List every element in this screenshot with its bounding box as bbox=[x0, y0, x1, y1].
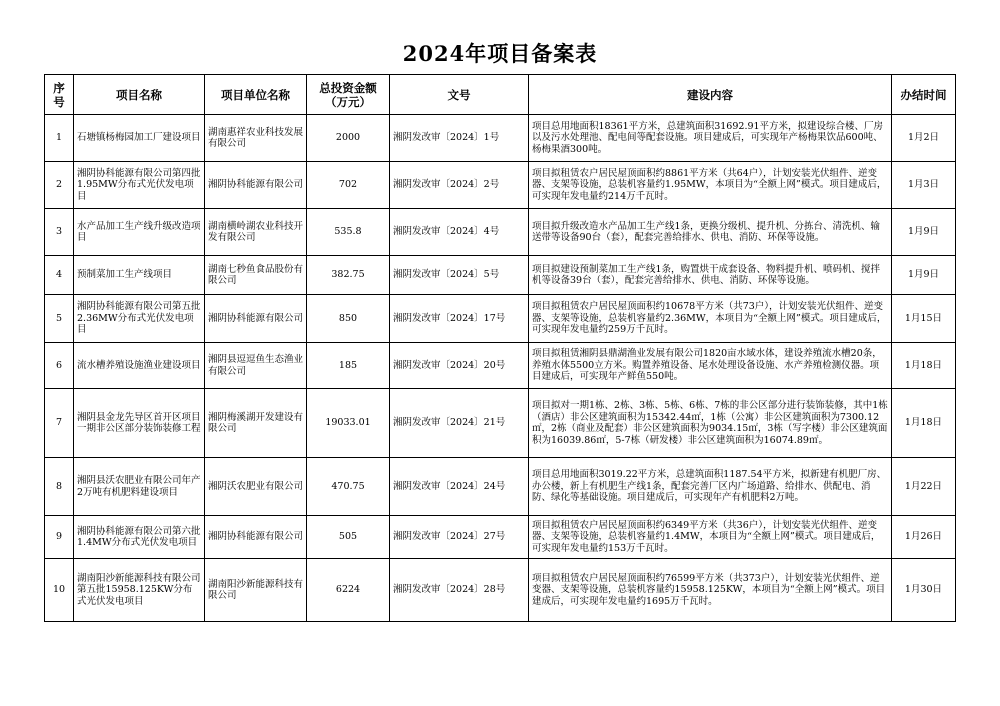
cell-investment: 535.8 bbox=[307, 209, 390, 256]
cell-project-unit: 湘阴协科能源有限公司 bbox=[205, 295, 307, 343]
cell-project-unit: 湘阴县逗逗鱼生态渔业有限公司 bbox=[205, 343, 307, 389]
table-row bbox=[45, 162, 956, 209]
cell-doc-number: 湘阴发改审〔2024〕28号 bbox=[390, 559, 529, 622]
cell-project-unit: 湘阴沃农肥业有限公司 bbox=[205, 458, 307, 516]
table-row bbox=[45, 295, 956, 343]
cell-investment: 505 bbox=[307, 516, 390, 559]
cell-investment: 185 bbox=[307, 343, 390, 389]
cell-content: 项目拟租赁农户居民屋顶面积约8861平方米（共64户），计划安装光伏组件、逆变器、支架等设施，总装机容量约1.95MW，本项目为“全额上网”模式。项目建成后，可实现年发电量约214万千瓦时。 bbox=[529, 162, 892, 209]
cell-investment: 382.75 bbox=[307, 256, 390, 295]
cell-project-unit: 湘阴协科能源有限公司 bbox=[205, 516, 307, 559]
cell-date: 1月9日 bbox=[892, 209, 956, 256]
cell-index: 2 bbox=[45, 162, 74, 209]
header-index: 序号 bbox=[45, 75, 74, 115]
table-row bbox=[45, 343, 956, 389]
cell-content: 项目拟对一期1栋、2栋、3栋、5栋、6栋、7栋的非公区部分进行装饰装修，其中1栋（酒店）非公区建筑面积为15342.44㎡，1栋（公寓）非公区建筑面积为7300.12㎡，2栋（商业及配套）非公区建筑面积为9034.15㎡，3栋（写字楼）非公区建筑面积为16039.86㎡，5-7栋（研发楼）非公区建筑面积为16074.89㎡。 bbox=[529, 389, 892, 458]
cell-project-name: 湘阴协科能源有限公司第六批1.4MW分布式光伏发电项目 bbox=[74, 516, 205, 559]
header-investment: 总投资金额（万元） bbox=[307, 75, 390, 115]
cell-project-name: 石塘镇杨梅园加工厂建设项目 bbox=[74, 115, 205, 162]
cell-investment: 850 bbox=[307, 295, 390, 343]
project-filing-table bbox=[44, 74, 956, 622]
table-row bbox=[45, 115, 956, 162]
cell-project-name: 湘阴县金龙先导区首开区项目一期非公区部分装饰装修工程 bbox=[74, 389, 205, 458]
header-project-unit: 项目单位名称 bbox=[205, 75, 307, 115]
cell-content: 项目总用地面积3019.22平方米，总建筑面积1187.54平方米，拟新建有机肥厂房、办公楼，新上有机肥生产线1条，配套完善厂区内广场道路、给排水、供配电、消防、绿化等基础设施。项目建成后，可实现年产有机肥料2万吨。 bbox=[529, 458, 892, 516]
table-row bbox=[45, 256, 956, 295]
cell-investment: 19033.01 bbox=[307, 389, 390, 458]
cell-date: 1月18日 bbox=[892, 389, 956, 458]
cell-project-unit: 湘阴协科能源有限公司 bbox=[205, 162, 307, 209]
cell-content: 项目拟建设预制菜加工生产线1条，购置烘干成套设备、物料提升机、喷码机、搅拌机等设备39台（套），配套完善给排水、供电、消防、环保等设施。 bbox=[529, 256, 892, 295]
cell-project-unit: 湖南阳沙新能源科技有限公司 bbox=[205, 559, 307, 622]
cell-index: 3 bbox=[45, 209, 74, 256]
cell-doc-number: 湘阴发改审〔2024〕4号 bbox=[390, 209, 529, 256]
table-row bbox=[45, 458, 956, 516]
cell-doc-number: 湘阴发改审〔2024〕17号 bbox=[390, 295, 529, 343]
header-content: 建设内容 bbox=[529, 75, 892, 115]
header-date: 办结时间 bbox=[892, 75, 956, 115]
table-row bbox=[45, 209, 956, 256]
cell-project-name: 湘阴协科能源有限公司第四批1.95MW分布式光伏发电项目 bbox=[74, 162, 205, 209]
cell-investment: 470.75 bbox=[307, 458, 390, 516]
cell-date: 1月15日 bbox=[892, 295, 956, 343]
table-row bbox=[45, 559, 956, 622]
cell-investment: 2000 bbox=[307, 115, 390, 162]
cell-index: 7 bbox=[45, 389, 74, 458]
cell-content: 项目总用地面积18361平方米，总建筑面积31692.91平方米，拟建设综合楼、厂房以及污水处理池、配电间等配套设施。项目建成后，可实现年产杨梅果饮品600吨、杨梅果酒300吨。 bbox=[529, 115, 892, 162]
table-row bbox=[45, 389, 956, 458]
header-project-name: 项目名称 bbox=[74, 75, 205, 115]
cell-doc-number: 湘阴发改审〔2024〕2号 bbox=[390, 162, 529, 209]
cell-project-unit: 湖南七秒鱼食品股份有限公司 bbox=[205, 256, 307, 295]
cell-project-name: 湘阴协科能源有限公司第五批2.36MW分布式光伏发电项目 bbox=[74, 295, 205, 343]
table-header-row bbox=[45, 75, 956, 115]
cell-investment: 702 bbox=[307, 162, 390, 209]
header-doc-number: 文号 bbox=[390, 75, 529, 115]
cell-doc-number: 湘阴发改审〔2024〕5号 bbox=[390, 256, 529, 295]
cell-content: 项目拟租赁农户居民屋顶面积约6349平方米（共36户），计划安装光伏组件、逆变器、支架等设施，总装机容量约1.4MW，本项目为“全额上网”模式。项目建成后，可实现年发电量约153万千瓦时。 bbox=[529, 516, 892, 559]
cell-project-unit: 湘阴梅溪湖开发建设有限公司 bbox=[205, 389, 307, 458]
cell-doc-number: 湘阴发改审〔2024〕24号 bbox=[390, 458, 529, 516]
cell-index: 8 bbox=[45, 458, 74, 516]
cell-project-name: 湘阴县沃农肥业有限公司年产2万吨有机肥料建设项目 bbox=[74, 458, 205, 516]
cell-doc-number: 湘阴发改审〔2024〕20号 bbox=[390, 343, 529, 389]
cell-project-name: 水产品加工生产线升级改造项目 bbox=[74, 209, 205, 256]
cell-project-name: 湖南阳沙新能源科技有限公司第五批15958.125KW分布式光伏发电项目 bbox=[74, 559, 205, 622]
cell-date: 1月3日 bbox=[892, 162, 956, 209]
cell-index: 10 bbox=[45, 559, 74, 622]
cell-index: 6 bbox=[45, 343, 74, 389]
cell-date: 1月2日 bbox=[892, 115, 956, 162]
cell-investment: 6224 bbox=[307, 559, 390, 622]
cell-index: 9 bbox=[45, 516, 74, 559]
cell-date: 1月30日 bbox=[892, 559, 956, 622]
cell-date: 1月26日 bbox=[892, 516, 956, 559]
table-row bbox=[45, 516, 956, 559]
cell-doc-number: 湘阴发改审〔2024〕27号 bbox=[390, 516, 529, 559]
cell-project-name: 预制菜加工生产线项目 bbox=[74, 256, 205, 295]
page-title: 2024年项目备案表 bbox=[402, 41, 598, 66]
cell-date: 1月9日 bbox=[892, 256, 956, 295]
cell-project-unit: 湖南横岭湖农业科技开发有限公司 bbox=[205, 209, 307, 256]
cell-content: 项目拟租赁农户居民屋顶面积约76599平方米（共373户），计划安装光伏组件、逆变器、支架等设施，总装机容量约15958.125KW，本项目为“全额上网”模式。项目建成后，可实现年发电量约1695万千瓦时。 bbox=[529, 559, 892, 622]
cell-date: 1月18日 bbox=[892, 343, 956, 389]
cell-project-unit: 湖南惠祥农业科技发展有限公司 bbox=[205, 115, 307, 162]
cell-date: 1月22日 bbox=[892, 458, 956, 516]
cell-index: 4 bbox=[45, 256, 74, 295]
cell-index: 1 bbox=[45, 115, 74, 162]
cell-content: 项目拟租赁农户居民屋顶面积约10678平方米（共73户），计划安装光伏组件、逆变器、支架等设施，总装机容量约2.36MW，本项目为“全额上网”模式。项目建成后，可实现年发电量约259万千瓦时。 bbox=[529, 295, 892, 343]
cell-project-name: 流水槽养殖设施渔业建设项目 bbox=[74, 343, 205, 389]
cell-content: 项目拟升级改造水产品加工生产线1条，更换分级机、提升机、分拣台、清洗机、输送带等设备90台（套），配套完善给排水、供电、消防、环保等设施。 bbox=[529, 209, 892, 256]
cell-doc-number: 湘阴发改审〔2024〕21号 bbox=[390, 389, 529, 458]
cell-content: 项目拟租赁湘阴县鼎湖渔业发展有限公司1820亩水域水体，建设养殖流水槽20条，养殖水体5500立方米。购置养殖设备、尾水处理设备设施、水产养殖检测仪器。项目建成后，可实现年产鲜鱼550吨。 bbox=[529, 343, 892, 389]
cell-index: 5 bbox=[45, 295, 74, 343]
cell-doc-number: 湘阴发改审〔2024〕1号 bbox=[390, 115, 529, 162]
